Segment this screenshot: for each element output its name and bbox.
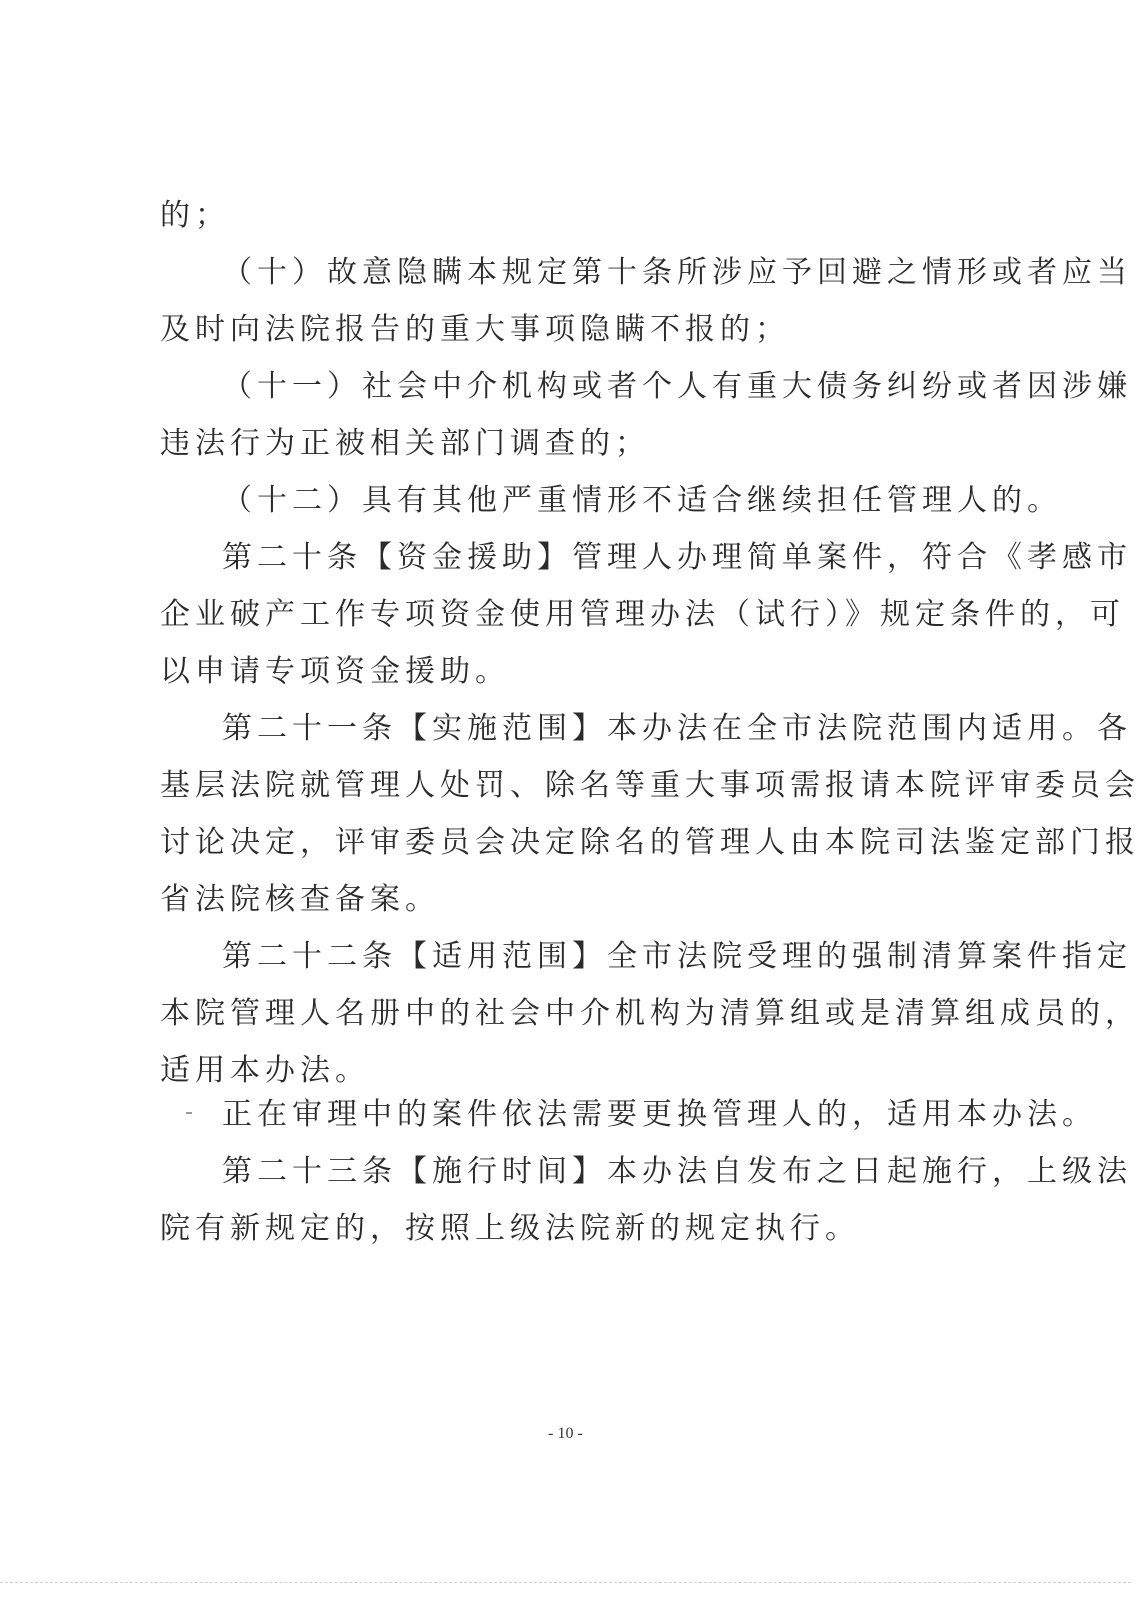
article-20-line-3: 以申请专项资金援助。 — [160, 654, 510, 689]
article-23-line-1: 第二十三条【施行时间】本办法自发布之日起施行，上级法 — [222, 1154, 1132, 1189]
article-21-line-2: 基层法院就管理人处罚、除名等重大事项需报请本院评审委员会 — [160, 768, 1140, 803]
paragraph-item-10-line-1: （十）故意隐瞒本规定第十条所涉应予回避之情形或者应当 — [222, 255, 1132, 290]
article-20-line-1: 第二十条【资金援助】管理人办理简单案件，符合《孝感市 — [222, 540, 1132, 575]
article-21-line-1: 第二十一条【实施范围】本办法在全市法院范围内适用。各 — [222, 711, 1132, 746]
paragraph-item-12: （十二）具有其他严重情形不适合继续担任管理人的。 — [222, 483, 1062, 518]
paragraph-item-10-line-2: 及时向法院报告的重大事项隐瞒不报的； — [160, 312, 790, 347]
paragraph-item-11-line-1: （十一）社会中介机构或者个人有重大债务纠纷或者因涉嫌 — [222, 369, 1132, 404]
paragraph-item-11-line-2: 违法行为正被相关部门调查的； — [160, 426, 650, 461]
page-number: - 10 - — [548, 1425, 583, 1442]
article-22-line-1: 第二十二条【适用范围】全市法院受理的强制清算案件指定 — [222, 939, 1132, 974]
scan-edge-divider — [0, 1582, 1131, 1583]
text-line: 的； — [160, 198, 230, 233]
article-22-line-2: 本院管理人名册中的社会中介机构为清算组或是清算组成员的， — [160, 996, 1140, 1031]
article-21-line-4: 省法院核查备案。 — [160, 882, 440, 917]
article-23-line-2: 院有新规定的，按照上级法院新的规定执行。 — [160, 1211, 860, 1246]
article-20-line-2: 企业破产工作专项资金使用管理办法（试行）》规定条件的，可 — [160, 597, 1125, 632]
article-22-line-3: 适用本办法。 — [160, 1053, 370, 1088]
article-21-line-3: 讨论决定，评审委员会决定除名的管理人由本院司法鉴定部门报 — [160, 825, 1140, 860]
article-22-paragraph-2: 正在审理中的案件依法需要更换管理人的，适用本办法。 — [222, 1097, 1097, 1132]
scan-mark — [186, 1112, 192, 1114]
